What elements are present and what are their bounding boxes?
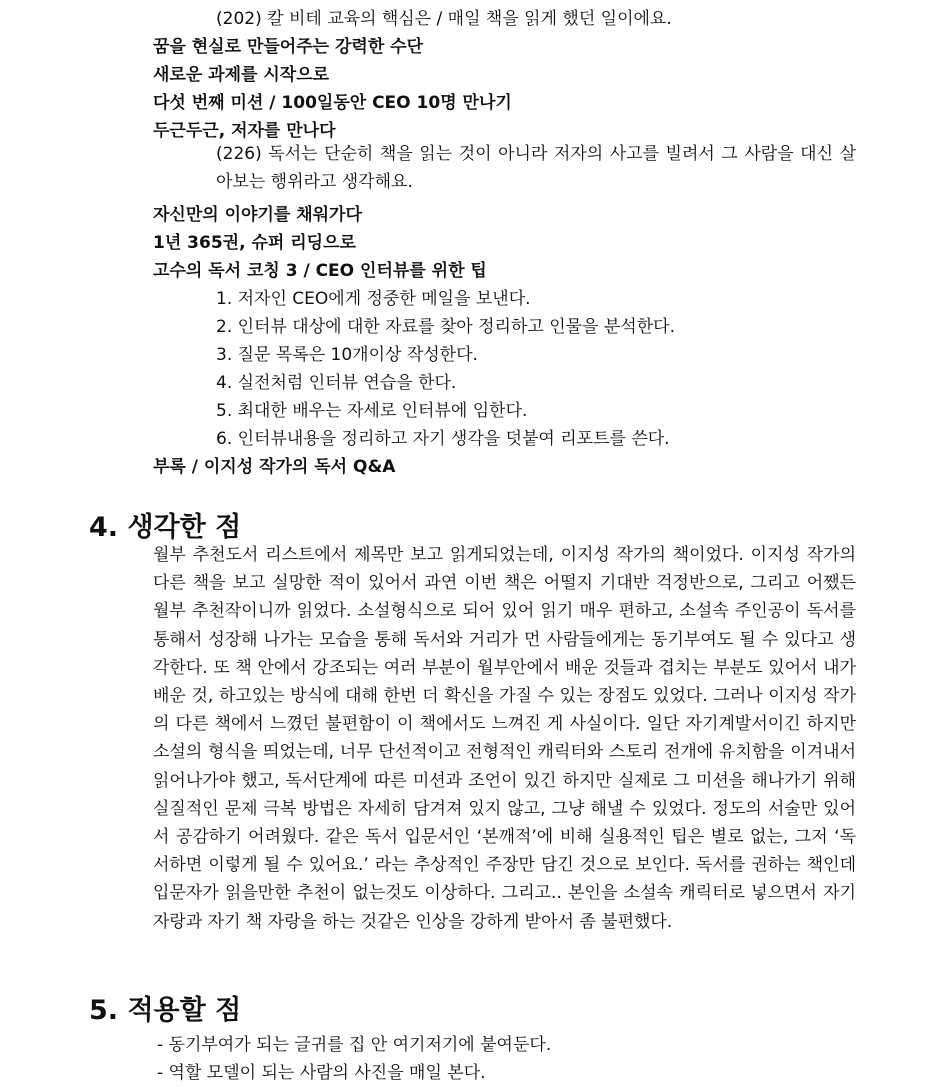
section-5-title: 5. 적용할 점: [89, 995, 242, 1026]
heading-dream: 꿈을 현실로 만들어주는 강력한 수단: [153, 37, 424, 57]
heading-meet-author: 두근두근, 저자를 만나다: [153, 121, 336, 141]
section-4-title: 4. 생각한 점: [89, 512, 242, 543]
quote-202: (202) 칼 비테 교육의 핵심은 / 매일 책을 읽게 했던 일이에요.: [216, 9, 672, 29]
heading-own-story: 자신만의 이야기를 채워가다: [153, 205, 362, 225]
apply-item: - 역할 모델이 되는 사람의 사진을 매일 본다.: [157, 1063, 486, 1083]
tip-item: 4. 실전처럼 인터뷰 연습을 한다.: [216, 373, 457, 393]
heading-coaching: 고수의 독서 코칭 3 / CEO 인터뷰를 위한 팁: [153, 261, 487, 281]
quote-226: (226) 독서는 단순히 책을 읽는 것이 아니라 저자의 사고를 빌려서 그 사람을 대신 살아보는 행위라고 생각해요.: [216, 144, 856, 192]
tip-item: 3. 질문 목록은 10개이상 작성한다.: [216, 345, 478, 365]
tip-item: 5. 최대한 배우는 자세로 인터뷰에 임한다.: [216, 401, 528, 421]
heading-fifth-mission: 다섯 번째 미션 / 100일동안 CEO 10명 만나기: [153, 93, 512, 113]
tip-item: 6. 인터뷰내용을 정리하고 자기 생각을 덧붙여 리포트를 쓴다.: [216, 429, 670, 449]
heading-365: 1년 365권, 슈퍼 리딩으로: [153, 233, 356, 253]
tip-item: 2. 인터뷰 대상에 대한 자료를 찾아 정리하고 인물을 분석한다.: [216, 317, 675, 337]
apply-item: - 동기부여가 되는 글귀를 집 안 여기저기에 붙여둔다.: [157, 1035, 552, 1055]
heading-appendix: 부록 / 이지성 작가의 독서 Q&A: [153, 457, 396, 477]
section-4-body: 월부 추천도서 리스트에서 제목만 보고 읽게되었는데, 이지성 작가의 책이었다. 이지성 작가의 다른 책을 보고 실망한 적이 있어서 과연 이번 책은 어떨지 기대반 걱정반으로, 그리고 어쨌든 월부 추천작이니까 읽었다. 소설형식으로 되어 있어 읽기 매우 편하고, 소설속 주인공이 독서를 통해서 성장해 나가는 모습을 통해 독서와 거리가 먼 사람들에게는 동기부여도 될 수 있다고 생각한다. 또 책 안에서 강조되는 여러 부분이 월부안에서 배운 것들과 겹치는 부분도 있어서 내가 배운 것, 하고있는 방식에 대해 한번 더 확신을 가질 수 있는 장점도 있었다. 그러나 이지성 작가의 다른 책에서 느꼈던 불편함이 이 책에서도 느껴진 게 사실이다. 일단 자기계발서이긴 하지만 소설의 형식을 띄었는데, 너무 단선적이고 전형적인 캐릭터와 스토리 전개에 유치함을 이겨내서 읽어나가야 했고, 독서단계에 따른 미션과 조언이 있긴 하지만 실제로 그 미션을 해나가기 위해 실질적인 문제 극복 방법은 자세히 담겨져 있지 않고, 그냥 해낼 수 있었다. 정도의 서술만 있어서 공감하기 어려웠다. 같은 독서 입문서인 ‘본깨적’에 비해 실용적인 팁은 별로 없는, 그저 ‘독서하면 이렇게 될 수 있어요.’ 라는 추상적인 주장만 담긴 것으로 보인다. 독서를 권하는 책인데 입문자가 읽을만한 추천이 없는것도 이상하다. 그리고.. 본인을 소설속 캐릭터로 넣으면서 자기 자랑과 자기 책 자랑을 하는 것같은 인상을 강하게 받아서 좀 불편했다.: [153, 545, 856, 932]
heading-new-task: 새로운 과제를 시작으로: [153, 65, 330, 85]
tip-item: 1. 저자인 CEO에게 정중한 메일을 보낸다.: [216, 289, 531, 309]
